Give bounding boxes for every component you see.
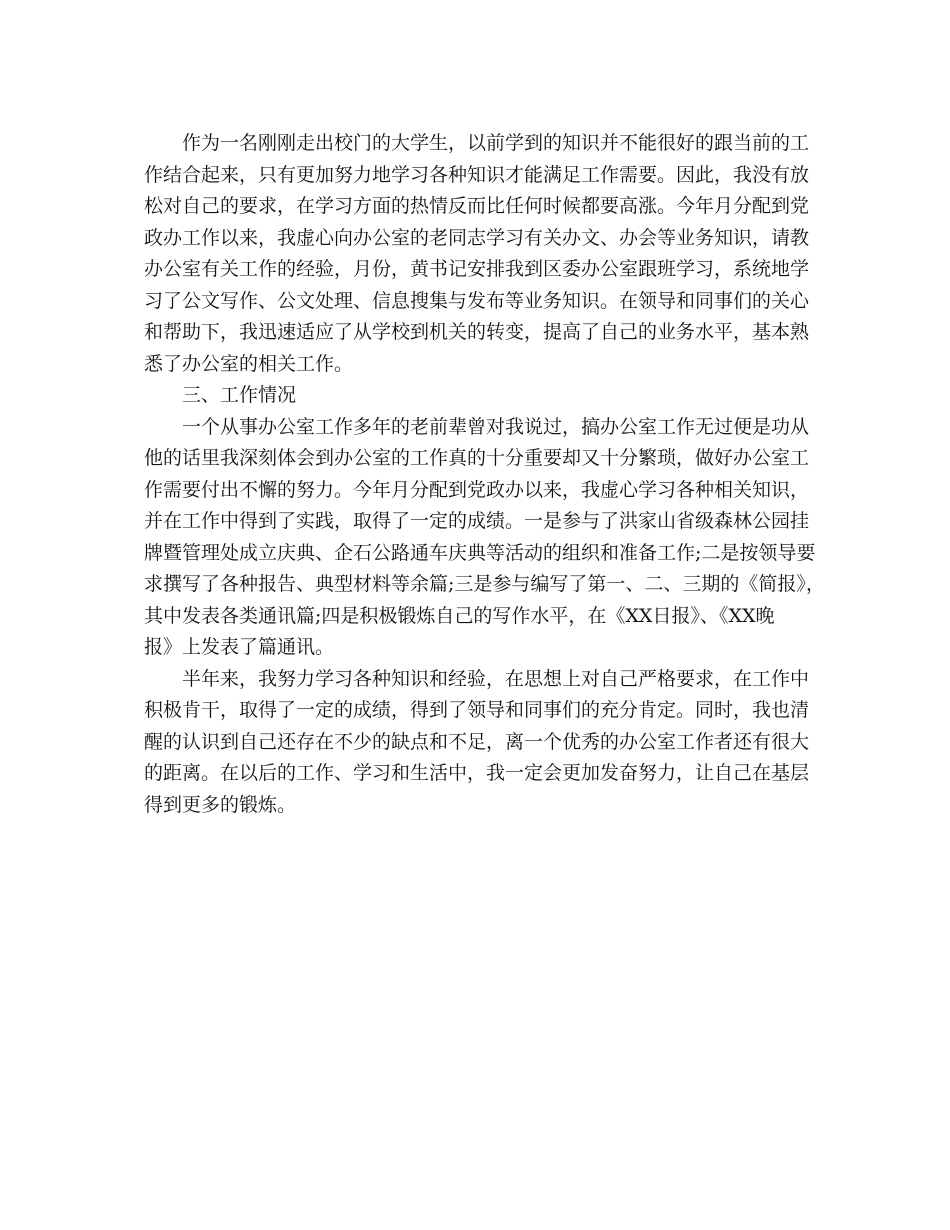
text-line: 作结合起来，只有更加努力地学习各种知识才能满足工作需要。因此，我没有放 <box>144 163 810 186</box>
text-line: 积极肯干，取得了一定的成绩，得到了领导和同事们的充分肯定。同时，我也清 <box>144 699 810 721</box>
text-line: 牌暨管理处成立庆典、企石公路通车庆典等活动的组织和准备工作;二是按领导要 <box>144 541 816 564</box>
text-line: 松对自己的要求，在学习方面的热情反而比任何时候都要高涨。今年月分配到党 <box>144 195 810 217</box>
section-heading <box>144 380 824 412</box>
text-line: 并在工作中得到了实践，取得了一定的成绩。一是参与了洪家山省级森林公园挂 <box>144 510 810 532</box>
text-line: 悉了办公室的相关工作。 <box>144 352 354 375</box>
text-line: 一个从事办公室工作多年的老前辈曾对我说过，搞办公室工作无过便是功从 <box>182 415 810 438</box>
text-line: 作需要付出不懈的努力。今年月分配到党政办以来，我虚心学习各种相关知识， <box>144 478 810 501</box>
text-line: 得到更多的锻炼。 <box>144 793 297 816</box>
text-line: 和帮助下，我迅速适应了从学校到机关的转变，提高了自己的业务水平，基本熟 <box>144 321 810 343</box>
text-line: 半年来，我努力学习各种知识和经验，在思想上对自己严格要求，在工作中 <box>182 667 810 690</box>
paragraph-1 <box>144 128 824 380</box>
document-body <box>144 128 824 821</box>
text-line: 醒的认识到自己还存在不少的缺点和不足，离一个优秀的办公室工作者还有很大 <box>144 730 810 753</box>
text-line: 作为一名刚刚走出校门的大学生，以前学到的知识并不能很好的跟当前的工 <box>182 132 810 154</box>
text-line: 其中发表各类通讯篇;四是积极锻炼自己的写作水平，在《XX日报》、《XX晚 <box>144 604 775 627</box>
paragraph-2 <box>144 412 824 664</box>
text-line: 他的话里我深刻体会到办公室的工作真的十分重要却又十分繁琐，做好办公室工 <box>144 447 810 469</box>
section-heading-text: 三、工作情况 <box>182 384 297 406</box>
text-line: 办公室有关工作的经验，月份，黄书记安排我到区委办公室跟班学习，系统地学 <box>144 258 810 280</box>
text-line: 报》上发表了篇通讯。 <box>144 636 335 658</box>
text-line: 求撰写了各种报告、典型材料等余篇;三是参与编写了第一、二、三期的《简报》， <box>144 573 825 595</box>
text-line: 政办工作以来，我虚心向办公室的老同志学习有关办文、办会等业务知识，请教 <box>144 226 810 249</box>
paragraph-3 <box>144 664 824 822</box>
text-line: 习了公文写作、公文处理、信息搜集与发布等业务知识。在领导和同事们的关心 <box>144 289 810 312</box>
text-line: 的距离。在以后的工作、学习和生活中，我一定会更加发奋努力，让自己在基层 <box>144 762 810 784</box>
